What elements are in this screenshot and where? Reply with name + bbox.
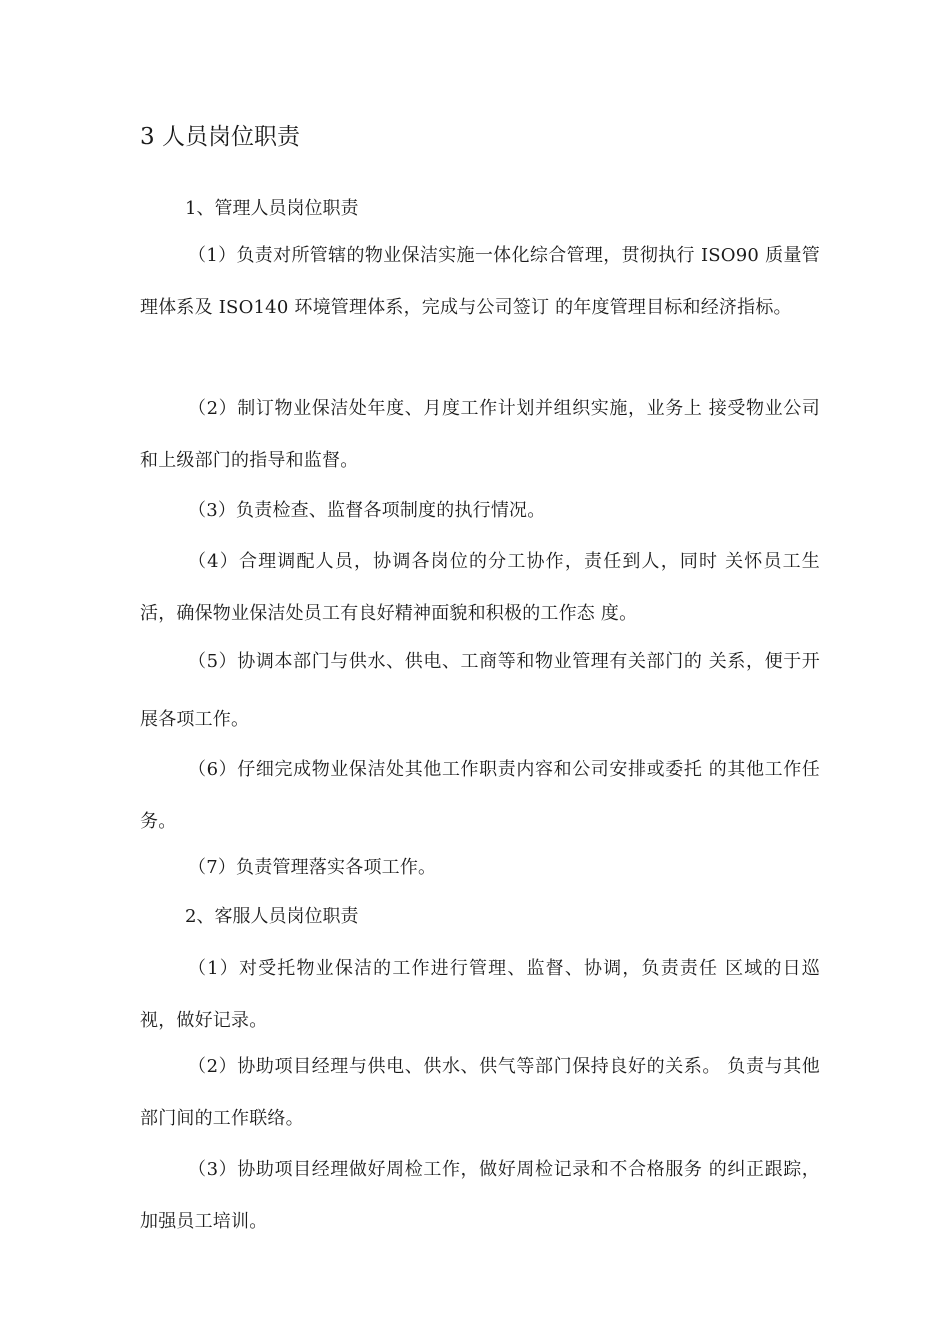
customer-service-duty-1: （1）对受托物业保洁的工作进行管理、监督、协调，负责责任 区域的日巡视，做好记录。 [140,958,820,1031]
management-duty-2: （2）制订物业保洁处年度、月度工作计划并组织实施，业务上 接受物业公司和上级部门的指导和监督。 [140,398,820,471]
section-title-management: 1、管理人员岗位职责 [185,198,359,219]
management-duty-7: （7）负责管理落实各项工作。 [188,857,437,878]
section-title-customer-service: 2、客服人员岗位职责 [185,906,359,927]
management-duty-6: （6）仔细完成物业保洁处其他工作职责内容和公司安排或委托 的其他工作任务。 [140,759,820,832]
management-duty-5: （5）协调本部门与供水、供电、工商等和物业管理有关部门的 关系，便于开展各项工作。 [140,651,820,730]
management-duty-3: （3）负责检查、监督各项制度的执行情况。 [188,500,546,521]
customer-service-duty-3: （3）协助项目经理做好周检工作，做好周检记录和不合格服务 的纠正跟踪，加强员工培训。 [140,1159,820,1232]
page-title: 3 人员岗位职责 [140,124,300,150]
management-duty-1: （1）负责对所管辖的物业保洁实施一体化综合管理，贯彻执行 ISO90 质量管理体系及 ISO140 环境管理体系，完成与公司签订 的年度管理目标和经济指标。 [140,245,820,318]
customer-service-duty-2: （2）协助项目经理与供电、供水、供气等部门保持良好的关系。 负责与其他部门间的工作联络。 [140,1056,820,1129]
management-duty-4: （4）合理调配人员，协调各岗位的分工协作，责任到人，同时 关怀员工生活，确保物业保洁处员工有良好精神面貌和积极的工作态 度。 [140,551,820,624]
